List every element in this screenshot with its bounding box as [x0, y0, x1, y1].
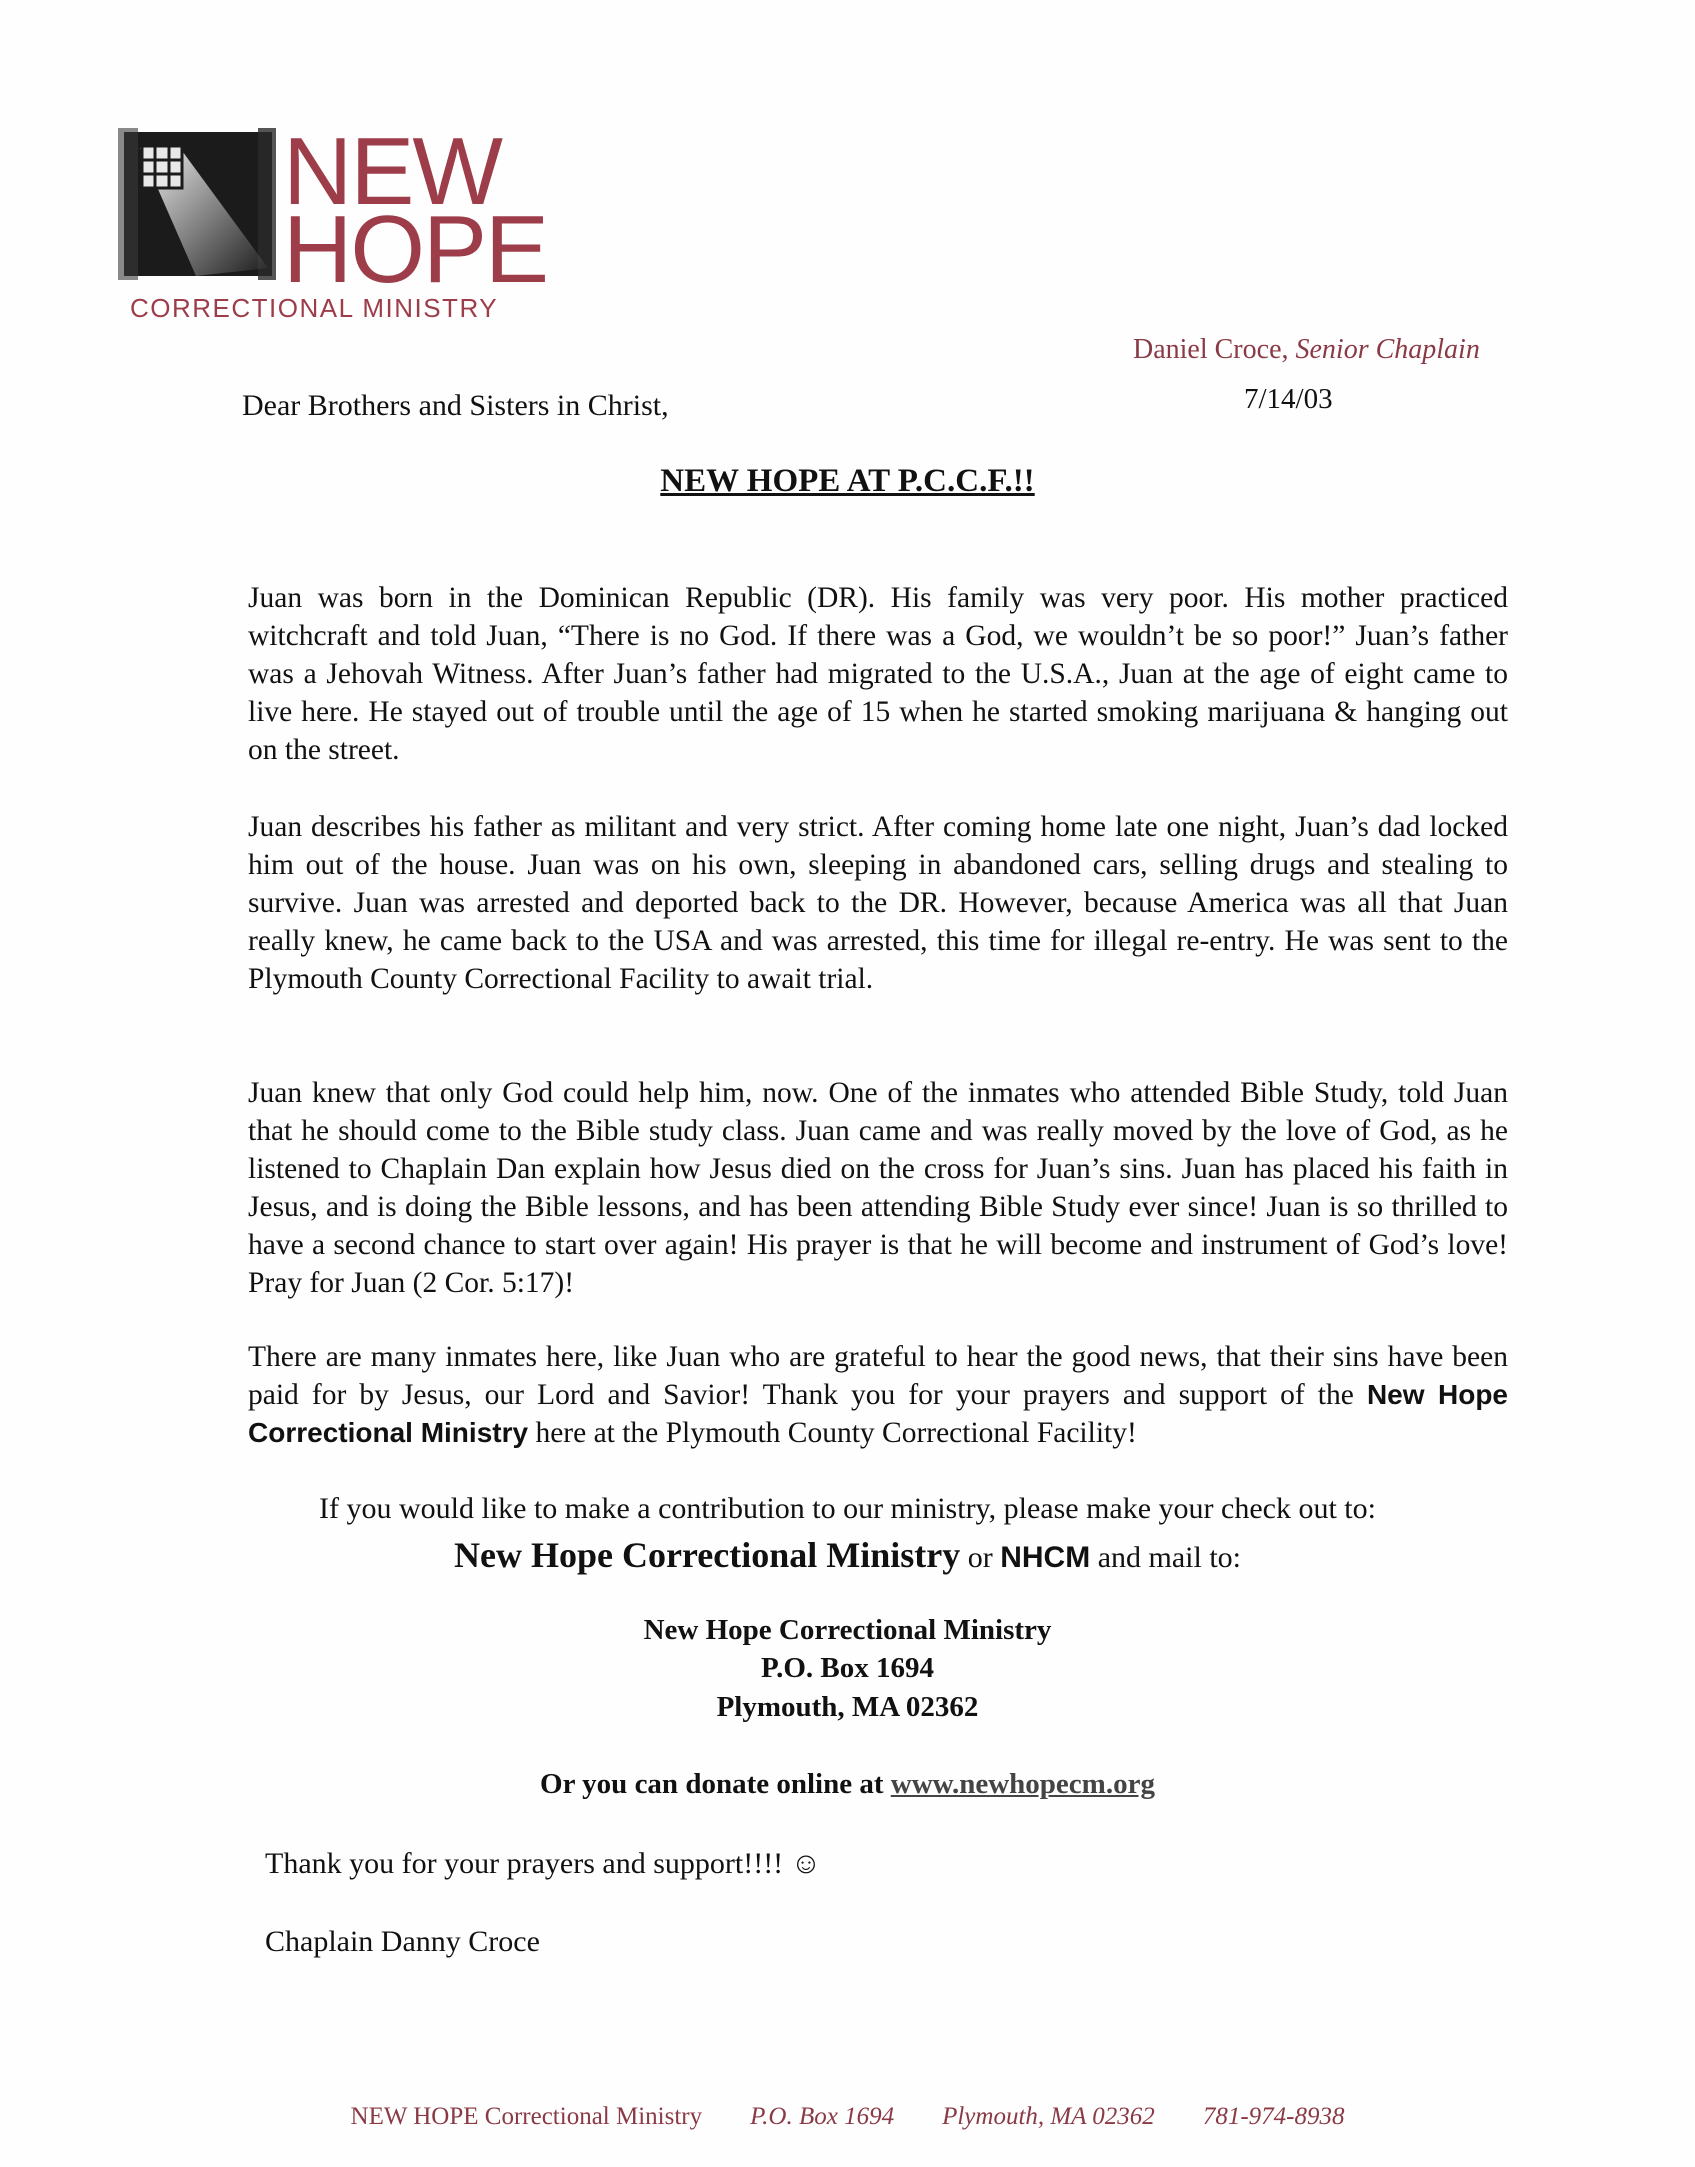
- logo-word-new: NEW: [283, 118, 501, 225]
- sender-line: [1133, 334, 1480, 366]
- address-line-3: Plymouth, MA 02362: [716, 1691, 979, 1723]
- closing-org-name: New Hope Correctional Ministry: [248, 1379, 1508, 1448]
- paragraph-4: [248, 1338, 1508, 1452]
- salutation: Dear Brothers and Sisters in Christ,: [242, 389, 669, 422]
- paragraph-1: Juan was born in the Dominican Republic (DR). His family was very poor. His mother practiced witchcraft and told Juan, “There is no God. If there was a God, we wouldn’t be so poor!” Juan’s father was a Jehovah Witness. After Juan’s father had migrated to the U.S.A., Juan at the age of eight came to live here. He stayed out of trouble until the age of 15 when he started smoking marijuana & hanging out on the street.: [248, 582, 1508, 766]
- logo-graphic: [118, 128, 276, 280]
- payee-or: or: [960, 1541, 1001, 1574]
- footer-po-box: P.O. Box 1694: [750, 2103, 895, 2130]
- headline: NEW HOPE AT P.C.C.F.!!: [660, 463, 1035, 499]
- closing-text-before: There are many inmates here, like Juan who are grateful to hear the good news, that their sins have been paid for by Jesus, our Lord and Savior! Thank you for your prayers and support of the: [248, 1341, 1508, 1411]
- donate-online-line: [0, 1768, 1695, 1801]
- donate-online-text: Or you can donate online at: [540, 1768, 891, 1800]
- address-line-2: P.O. Box 1694: [761, 1652, 934, 1684]
- payee-org-name: New Hope Correctional Ministry: [453, 1535, 961, 1575]
- paragraph-3: Juan knew that only God could help him, now. One of the inmates who attended Bible Study, told Juan that he should come to the Bible study class. Juan came and was really moved by the love of God, as he listened to Chaplain Dan explain how Jesus died on the cross for Juan’s sins. Juan has placed his faith in Jesus, and is doing the Bible lessons, and has been attending Bible Study ever since! Juan is so thrilled to have a second chance to start over again! His prayer is that he will become and instrument of God’s love! Pray for Juan (2 Cor. 5:17)!: [248, 1077, 1508, 1299]
- address-line-1: New Hope Correctional Ministry: [643, 1614, 1052, 1646]
- payee-mail-to: and mail to:: [1090, 1541, 1242, 1574]
- footer-org: NEW HOPE Correctional Ministry: [350, 2103, 703, 2130]
- donate-link[interactable]: www.newhopecm.org: [890, 1768, 1155, 1800]
- sender-title: Senior Chaplain: [1295, 334, 1480, 365]
- thanks-line: Thank you for your prayers and support!!!! ☺: [265, 1847, 822, 1880]
- signature: Chaplain Danny Croce: [265, 1925, 540, 1958]
- logo-word-hope: HOPE: [283, 196, 548, 303]
- footer-city: Plymouth, MA 02362: [942, 2103, 1155, 2130]
- closing-text-after: here at the Plymouth County Correctional Facility!: [528, 1417, 1137, 1449]
- sender-name: Daniel Croce,: [1133, 334, 1289, 365]
- window-light-icon: [118, 128, 276, 280]
- logo-subtitle: CORRECTIONAL MINISTRY: [130, 293, 499, 323]
- letter-date: 7/14/03: [1244, 383, 1333, 415]
- footer-phone: 781-974-8938: [1202, 2103, 1345, 2130]
- footer: [0, 2103, 1695, 2131]
- payee-abbrev: NHCM: [1000, 1541, 1091, 1574]
- contribution-line: If you would like to make a contribution to our ministry, please make your check out to:: [319, 1492, 1376, 1525]
- paragraph-2: Juan describes his father as militant and very strict. After coming home late one night, Juan’s dad locked him out of the house. Juan was on his own, sleeping in abandoned cars, selling drugs and stealing to survive. Juan was arrested and deported back to the DR. However, because America was all that Juan really knew, he came back to the USA and was arrested, this time for illegal re-entry. He was sent to the Plymouth County Correctional Facility to await trial.: [248, 811, 1508, 995]
- payee-line: [0, 1534, 1695, 1576]
